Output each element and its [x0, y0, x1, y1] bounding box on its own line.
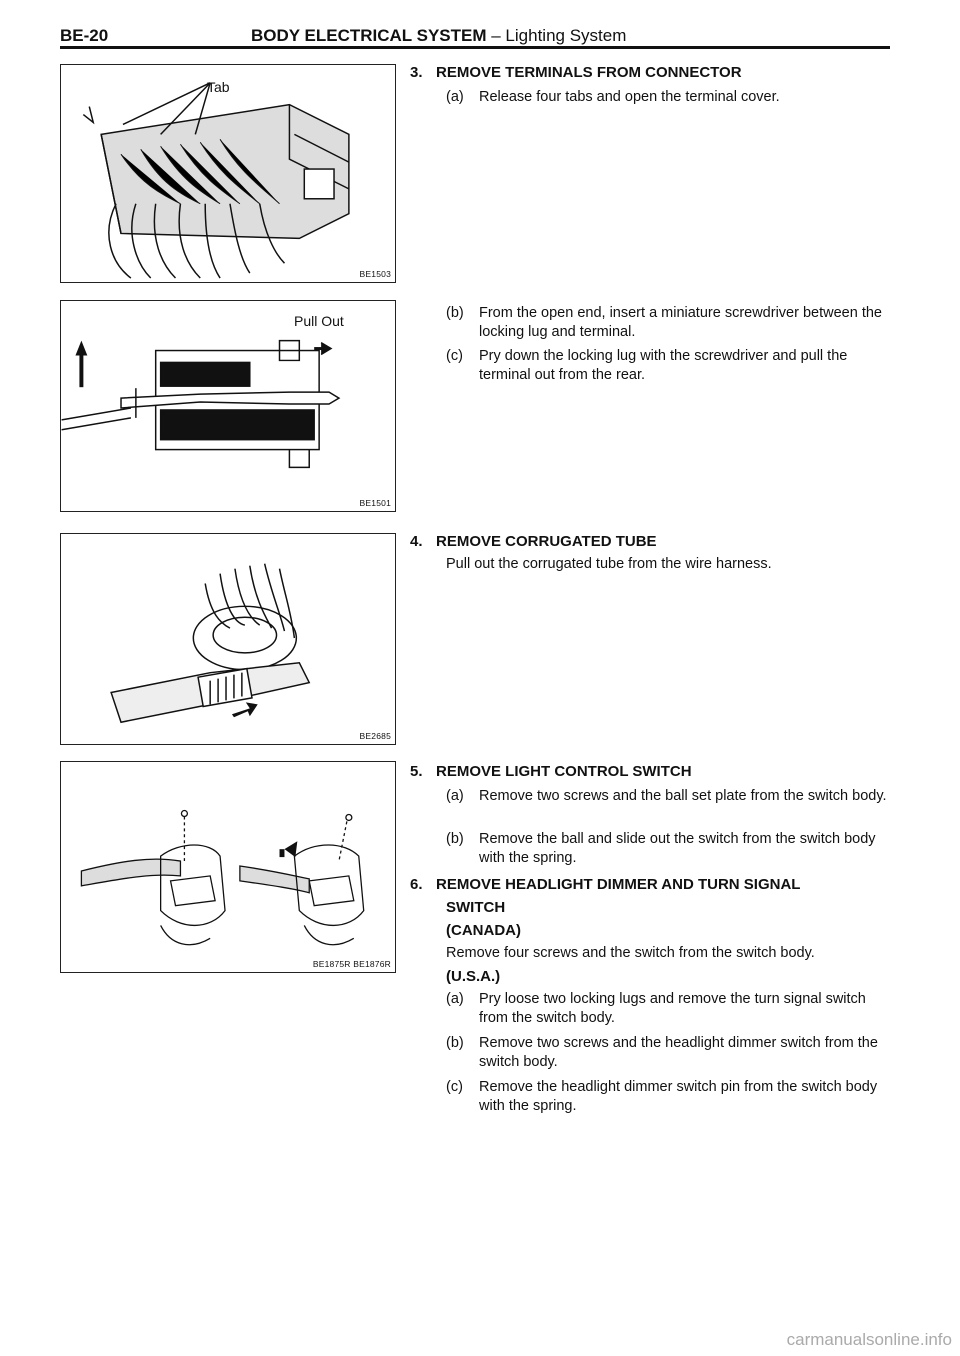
step-5-heading: [410, 763, 692, 780]
step-number: 6.: [410, 876, 423, 893]
step-6-title-cont: SWITCH: [446, 899, 506, 916]
step-3-heading: [410, 64, 742, 81]
figure-code: BE1875R BE1876R: [312, 959, 391, 969]
figure-label-pull-out: Pull Out: [294, 313, 344, 329]
sub-letter: (a): [446, 991, 464, 1007]
sub-text: Pry loose two locking lugs and remove the turn signal switch from the switch body.: [479, 991, 866, 1026]
figure-label-tab: Tab: [207, 79, 230, 95]
page-number: BE-20: [60, 26, 109, 45]
sub-text: Remove two screws and the headlight dimmer switch from the switch body.: [479, 1035, 878, 1070]
step-6-heading: [410, 876, 800, 893]
section-title: [251, 26, 626, 46]
step-number: 5.: [410, 763, 423, 780]
sub-letter: (b): [446, 1035, 464, 1051]
step-3b: [446, 304, 896, 342]
header-rule: [60, 46, 890, 49]
pull-out-terminal-illustration: [61, 301, 395, 511]
figure-light-control-switch: [60, 761, 396, 973]
step-title: REMOVE CORRUGATED TUBE: [436, 533, 657, 550]
step-6c: [446, 1078, 896, 1116]
sub-text: Pry down the locking lug with the screwdriver and pull the terminal out from the rear.: [479, 348, 848, 383]
figure-connector-tabs: [60, 64, 396, 283]
corrugated-tube-illustration: [61, 534, 395, 744]
sub-letter: (c): [446, 1079, 463, 1095]
sub-text: From the open end, insert a miniature screwdriver between the locking lug and terminal.: [479, 305, 882, 340]
sub-text: Release four tabs and open the terminal cover.: [479, 89, 780, 105]
canada-heading: (CANADA): [446, 922, 521, 939]
step-title: REMOVE HEADLIGHT DIMMER AND TURN SIGNAL: [436, 876, 801, 893]
canada-text: Remove four screws and the switch from the switch body.: [446, 945, 815, 961]
usa-heading: (U.S.A.): [446, 968, 501, 985]
figure-pull-out-terminal: [60, 300, 396, 512]
figure-code: BE1501: [359, 498, 391, 508]
step-number: 3.: [410, 64, 423, 81]
page-header: [60, 26, 890, 46]
light-control-switch-illustration: [61, 762, 395, 972]
step-6b: [446, 1034, 896, 1072]
step-4-heading: [410, 533, 657, 550]
step-number: 4.: [410, 533, 423, 550]
step-3c: [446, 347, 896, 385]
subsection-name: – Lighting System: [491, 26, 627, 45]
sub-letter: (c): [446, 348, 463, 364]
figure-corrugated-tube: [60, 533, 396, 745]
sub-text: Remove two screws and the ball set plate from the switch body.: [479, 788, 887, 804]
step-6a: [446, 990, 896, 1028]
sub-text: Remove the headlight dimmer switch pin from the switch body with the spring.: [479, 1079, 878, 1114]
step-title: REMOVE LIGHT CONTROL SWITCH: [436, 763, 692, 780]
step-title: REMOVE TERMINALS FROM CONNECTOR: [436, 64, 742, 81]
step-5b: [446, 830, 896, 868]
sub-letter: (b): [446, 305, 464, 321]
sub-letter: (a): [446, 788, 464, 804]
section-name: BODY ELECTRICAL SYSTEM: [251, 26, 487, 45]
sub-text: Remove the ball and slide out the switch from the switch body with the spring.: [479, 831, 876, 866]
figure-code: BE1503: [359, 269, 391, 279]
sub-letter: (b): [446, 831, 464, 847]
step-4-text: Pull out the corrugated tube from the wire harness.: [446, 556, 772, 572]
connector-tabs-illustration: [61, 65, 395, 282]
sub-letter: (a): [446, 89, 464, 105]
watermark: carmanualsonline.info: [786, 1330, 952, 1349]
figure-code: BE2685: [359, 731, 391, 741]
step-5a: [446, 787, 896, 806]
step-3a: [446, 88, 896, 107]
